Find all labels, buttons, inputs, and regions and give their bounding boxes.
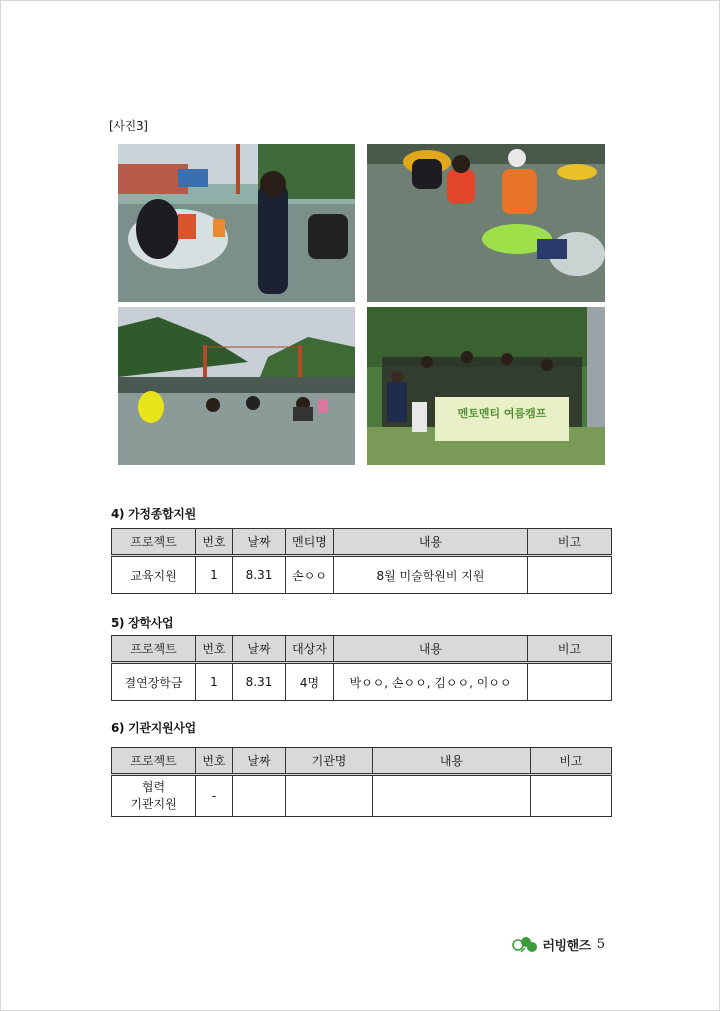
cell-institution [286,775,373,817]
cell-content: 8월 미술학원비 지원 [334,556,528,594]
cell-project: 협력 기관지원 [112,775,196,817]
cell-note [528,663,612,701]
cell-note [531,775,612,817]
table-row [112,556,612,594]
page-number: 5 [596,937,605,952]
photo-group-banner [367,307,605,465]
header-content: 내용 [373,748,531,775]
cell-number: - [196,775,233,817]
cell-note [528,556,612,594]
clover-hands-logo-icon [511,936,539,954]
header-content: 내용 [334,529,528,556]
cell-content [373,775,531,817]
cell-date: 8.31 [233,663,286,701]
header-note: 비고 [531,748,612,775]
cell-project: 결연장학금 [112,663,196,701]
header-project: 프로젝트 [112,636,196,663]
header-note: 비고 [528,529,612,556]
page-footer [511,935,605,954]
section-title-scholarship: 5) 장학사업 [111,616,174,630]
photo-river-tubes [367,144,605,302]
cell-project: 교육지원 [112,556,196,594]
table-row [112,775,612,817]
photo-river-landscape [118,307,355,465]
table-institution-support [111,747,612,817]
brand-name: 러빙핸즈 [542,939,591,954]
banner-title: 멘토멘티 여름캠프 [457,407,547,420]
cell-number: 1 [196,663,233,701]
cell-date: 8.31 [233,556,286,594]
header-date: 날짜 [233,636,286,663]
photo-caption: [사진3] [109,119,148,133]
cell-recipient: 4명 [286,663,334,701]
section-title-institution-support: 6) 기관지원사업 [111,721,196,735]
header-recipient: 대상자 [286,636,334,663]
header-project: 프로젝트 [112,529,196,556]
header-note: 비고 [528,636,612,663]
header-number: 번호 [196,529,233,556]
table-row [112,663,612,701]
cell-content: 박ㅇㅇ, 손ㅇㅇ, 김ㅇㅇ, 이ㅇㅇ [334,663,528,701]
photo-water-splash [118,144,355,302]
table-family-support [111,528,612,594]
header-date: 날짜 [233,529,286,556]
header-number: 번호 [196,636,233,663]
header-date: 날짜 [233,748,286,775]
cell-mentee: 손ㅇㅇ [286,556,334,594]
header-mentee: 멘티명 [286,529,334,556]
cell-date [233,775,286,817]
header-institution: 기관명 [286,748,373,775]
header-content: 내용 [334,636,528,663]
header-project: 프로젝트 [112,748,196,775]
cell-number: 1 [196,556,233,594]
header-number: 번호 [196,748,233,775]
section-title-family-support: 4) 가정종합지원 [111,507,196,521]
table-scholarship [111,635,612,701]
